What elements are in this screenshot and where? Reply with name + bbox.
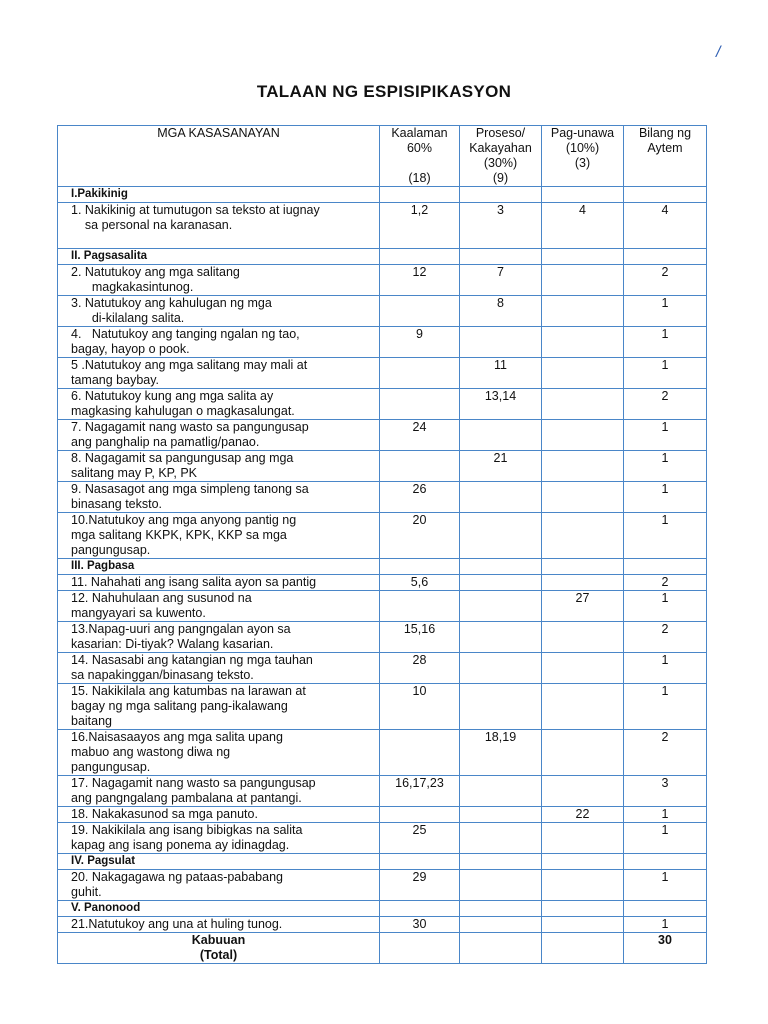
bilang-cell: 1 [624, 482, 707, 513]
proseso-cell [460, 575, 542, 591]
section-row-pagsulat [58, 854, 707, 870]
pag-unawa-cell: 22 [542, 807, 624, 823]
competency-cell: 18. Nakakasunod sa mga panuto. [58, 807, 380, 823]
pag-unawa-cell [542, 870, 624, 901]
pag-unawa-cell [542, 482, 624, 513]
kaalaman-cell [380, 807, 460, 823]
kaalaman-cell: 5,6 [380, 575, 460, 591]
pag-unawa-cell [542, 917, 624, 933]
proseso-cell [460, 684, 542, 730]
bilang-cell: 2 [624, 730, 707, 776]
proseso-cell [460, 482, 542, 513]
bilang-cell: 4 [624, 203, 707, 249]
header-pag-unawa: Pag-unawa (10%) (3) [542, 126, 624, 187]
section-row-panonood [58, 901, 707, 917]
total-row [58, 933, 707, 964]
table-row [58, 575, 707, 591]
competency-cell: 21.Natutukoy ang una at huling tunog. [58, 917, 380, 933]
competency-cell: 13.Napag-uuri ang pangngalan ayon sa kasarian: Di-tiyak? Walang kasarian. [58, 622, 380, 653]
pag-unawa-cell [542, 327, 624, 358]
pag-unawa-cell [542, 358, 624, 389]
kaalaman-cell: 25 [380, 823, 460, 854]
pag-unawa-cell [542, 823, 624, 854]
table-row [58, 807, 707, 823]
table-row [58, 327, 707, 358]
competency-cell: 19. Nakikilala ang isang bibigkas na salita kapag ang isang ponema ay idinagdag. [58, 823, 380, 854]
bilang-cell: 3 [624, 776, 707, 807]
bilang-cell: 1 [624, 296, 707, 327]
section-row-pagbasa [58, 559, 707, 575]
header-proseso: Proseso/ Kakayahan (30%) (9) [460, 126, 542, 187]
competency-cell: 9. Nasasagot ang mga simpleng tanong sa binasang teksto. [58, 482, 380, 513]
bilang-cell: 1 [624, 807, 707, 823]
kaalaman-cell: 26 [380, 482, 460, 513]
table-row [58, 730, 707, 776]
table-row [58, 420, 707, 451]
section-label: IV. Pagsulat [58, 854, 380, 870]
proseso-cell: 8 [460, 296, 542, 327]
kaalaman-cell: 1,2 [380, 203, 460, 249]
pag-unawa-cell [542, 420, 624, 451]
proseso-cell [460, 327, 542, 358]
bilang-cell: 2 [624, 389, 707, 420]
table-row [58, 591, 707, 622]
section-label: I.Pakikinig [58, 187, 380, 203]
bilang-cell: 1 [624, 591, 707, 622]
competency-cell: 1. Nakikinig at tumutugon sa teksto at iugnay sa personal na karanasan. [58, 203, 380, 249]
proseso-cell [460, 653, 542, 684]
corner-mark: / [716, 44, 721, 61]
table-row [58, 870, 707, 901]
pag-unawa-cell [542, 389, 624, 420]
proseso-cell [460, 870, 542, 901]
bilang-cell: 2 [624, 265, 707, 296]
competency-cell: 4. Natutukoy ang tanging ngalan ng tao, bagay, hayop o pook. [58, 327, 380, 358]
competency-cell: 7. Nagagamit nang wasto sa pangungusap ang panghalip na pamatlig/panao. [58, 420, 380, 451]
competency-cell: 5 .Natutukoy ang mga salitang may mali at tamang baybay. [58, 358, 380, 389]
bilang-cell: 1 [624, 358, 707, 389]
section-row-pakikinig [58, 187, 707, 203]
competency-cell: 17. Nagagamit nang wasto sa pangungusap ang pangngalang pambalana at pantangi. [58, 776, 380, 807]
bilang-cell: 2 [624, 622, 707, 653]
table-row [58, 389, 707, 420]
table-row [58, 296, 707, 327]
section-label: V. Panonood [58, 901, 380, 917]
bilang-cell: 2 [624, 575, 707, 591]
table-row [58, 203, 707, 249]
pag-unawa-cell [542, 622, 624, 653]
bilang-cell: 1 [624, 513, 707, 559]
kaalaman-cell [380, 591, 460, 622]
competency-cell: 12. Nahuhulaan ang susunod na mangyayari sa kuwento. [58, 591, 380, 622]
proseso-cell: 21 [460, 451, 542, 482]
kaalaman-cell [380, 451, 460, 482]
pag-unawa-cell: 4 [542, 203, 624, 249]
kaalaman-cell [380, 358, 460, 389]
proseso-cell [460, 823, 542, 854]
table-row [58, 622, 707, 653]
competency-cell: 3. Natutukoy ang kahulugan ng mga di-kilalang salita. [58, 296, 380, 327]
table-row [58, 823, 707, 854]
competency-cell: 6. Natutukoy kung ang mga salita ay magkasing kahulugan o magkasalungat. [58, 389, 380, 420]
table-row [58, 265, 707, 296]
proseso-cell: 11 [460, 358, 542, 389]
kaalaman-cell: 29 [380, 870, 460, 901]
pag-unawa-cell [542, 684, 624, 730]
table-row [58, 482, 707, 513]
bilang-cell: 1 [624, 917, 707, 933]
table-row [58, 917, 707, 933]
kaalaman-cell: 24 [380, 420, 460, 451]
header-competencies: MGA KASASANAYAN [58, 126, 380, 187]
competency-cell: 8. Nagagamit sa pangungusap ang mga salitang may P, KP, PK [58, 451, 380, 482]
pag-unawa-cell [542, 513, 624, 559]
total-label: Kabuuan (Total) [58, 933, 380, 964]
proseso-cell: 18,19 [460, 730, 542, 776]
table-row [58, 513, 707, 559]
header-bilang: Bilang ng Aytem [624, 126, 707, 187]
table-row [58, 653, 707, 684]
kaalaman-cell [380, 389, 460, 420]
competency-cell: 10.Natutukoy ang mga anyong pantig ng mga salitang KKPK, KPK, KKP sa mga pangungusap. [58, 513, 380, 559]
proseso-cell: 3 [460, 203, 542, 249]
proseso-cell [460, 420, 542, 451]
kaalaman-cell: 15,16 [380, 622, 460, 653]
bilang-cell: 1 [624, 684, 707, 730]
bilang-cell: 1 [624, 420, 707, 451]
competency-cell: 16.Naisasaayos ang mga salita upang mabuo ang wastong diwa ng pangungusap. [58, 730, 380, 776]
section-row-pagsasalita [58, 249, 707, 265]
header-kaalaman: Kaalaman 60% (18) [380, 126, 460, 187]
total-bilang: 30 [624, 933, 707, 964]
kaalaman-cell: 12 [380, 265, 460, 296]
proseso-cell: 7 [460, 265, 542, 296]
competency-cell: 2. Natutukoy ang mga salitang magkakasintunog. [58, 265, 380, 296]
kaalaman-cell: 16,17,23 [380, 776, 460, 807]
document-title: TALAAN NG ESPISIPIKASYON [256, 82, 512, 101]
kaalaman-cell: 30 [380, 917, 460, 933]
table-row [58, 451, 707, 482]
competency-cell: 20. Nakagagawa ng pataas-pababang guhit. [58, 870, 380, 901]
bilang-cell: 1 [624, 870, 707, 901]
pag-unawa-cell [542, 296, 624, 327]
proseso-cell [460, 776, 542, 807]
kaalaman-cell [380, 296, 460, 327]
pag-unawa-cell [542, 776, 624, 807]
kaalaman-cell [380, 730, 460, 776]
pag-unawa-cell [542, 451, 624, 482]
pag-unawa-cell [542, 653, 624, 684]
section-label: III. Pagbasa [58, 559, 380, 575]
pag-unawa-cell [542, 265, 624, 296]
proseso-cell [460, 513, 542, 559]
kaalaman-cell: 9 [380, 327, 460, 358]
table-row [58, 684, 707, 730]
pag-unawa-cell [542, 730, 624, 776]
proseso-cell [460, 807, 542, 823]
table-header-row [58, 126, 707, 187]
competency-cell: 11. Nahahati ang isang salita ayon sa pantig [58, 575, 380, 591]
kaalaman-cell: 20 [380, 513, 460, 559]
bilang-cell: 1 [624, 653, 707, 684]
specification-table [57, 125, 707, 964]
proseso-cell [460, 917, 542, 933]
table-row [58, 358, 707, 389]
bilang-cell: 1 [624, 327, 707, 358]
competency-cell: 14. Nasasabi ang katangian ng mga tauhan sa napakinggan/binasang teksto. [58, 653, 380, 684]
pag-unawa-cell: 27 [542, 591, 624, 622]
proseso-cell [460, 591, 542, 622]
bilang-cell: 1 [624, 823, 707, 854]
section-label: II. Pagsasalita [58, 249, 380, 265]
pag-unawa-cell [542, 575, 624, 591]
kaalaman-cell: 28 [380, 653, 460, 684]
kaalaman-cell: 10 [380, 684, 460, 730]
bilang-cell: 1 [624, 451, 707, 482]
competency-cell: 15. Nakikilala ang katumbas na larawan at bagay ng mga salitang pang-ikalawang baitang [58, 684, 380, 730]
proseso-cell: 13,14 [460, 389, 542, 420]
table-row [58, 776, 707, 807]
proseso-cell [460, 622, 542, 653]
